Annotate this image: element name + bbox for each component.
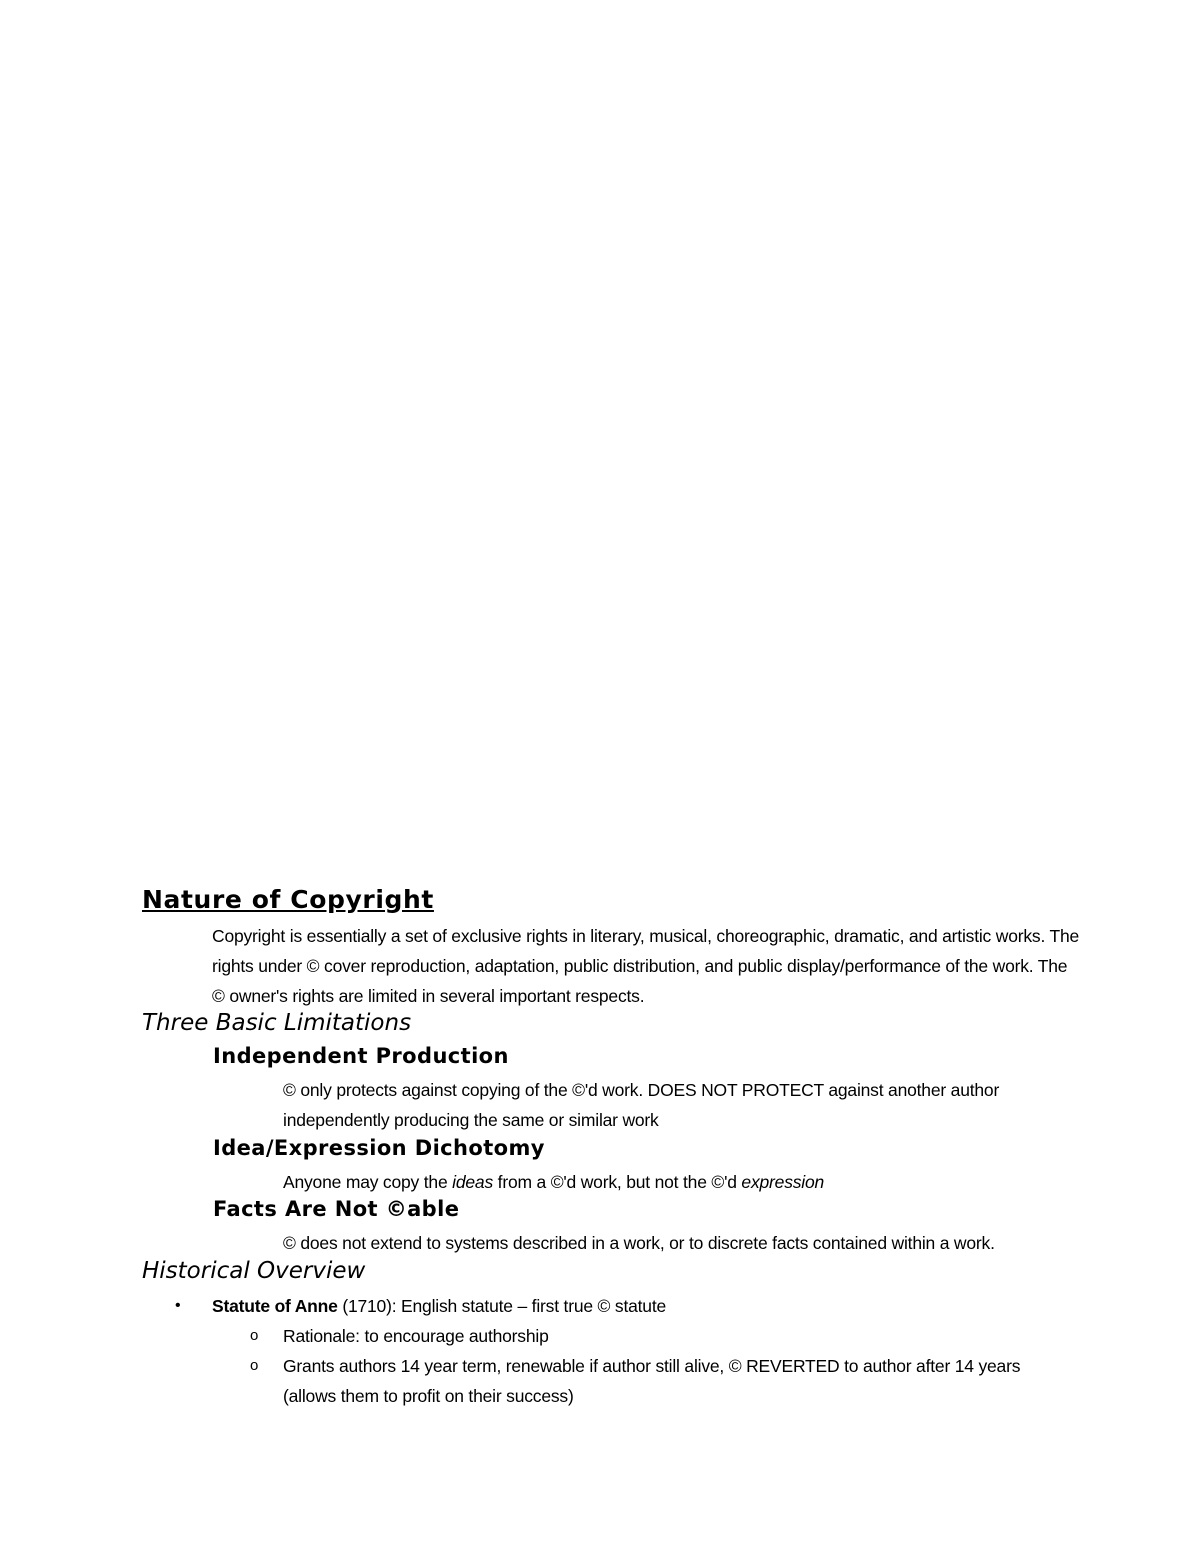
list-item-text [212,1291,666,1321]
statute-description: (1710): English statute – first true © statute [337,1296,667,1316]
subheading-independent-production: Independent Production [213,1044,509,1068]
facts-text: © does not extend to systems described in a work, or to discrete facts contained within a work. [283,1233,995,1253]
independent-production-text: © only protects against copying of the ©'d work. DOES NOT PROTECT against another author independently producing the same or similar work [283,1080,1000,1130]
intro-paragraph: Copyright is essentially a set of exclusive rights in literary, musical, choreographic, dramatic, and artistic works. The rights under © cover reproduction, adaptation, public distribution, and public display/performance of the work. The © owner's rights are limited in several important respects. [212,926,1080,1006]
sub-list-item-text: Rationale: to encourage authorship [283,1326,549,1346]
statute-name: Statute of Anne [212,1296,338,1316]
sub-list-item-text: Grants authors 14 year term, renewable if author still alive, © REVERTED to author after 14 years (allows them to profit on their success) [283,1356,1021,1406]
subheading-idea-expression: Idea/Expression Dichotomy [213,1136,545,1160]
sub-bullet-icon: o [250,1357,259,1374]
idea-text-em-ideas: ideas [452,1172,493,1192]
sub-list-item [250,1321,1073,1351]
bullet-icon: • [175,1297,181,1314]
idea-text-mid: from a ©'d work, but not the ©'d [493,1172,742,1192]
idea-text-pre: Anyone may copy the [283,1172,453,1192]
sub-bullet-icon: o [250,1327,259,1344]
section-heading-limitations: Three Basic Limitations [142,1010,412,1036]
list-item-statute-of-anne [175,1291,666,1321]
sub-list-item [250,1351,1073,1411]
idea-text-em-expression: expression [741,1172,825,1192]
idea-expression-text [283,1167,1063,1197]
page-title: Nature of Copyright [142,885,434,914]
subheading-facts: Facts Are Not ©able [213,1197,460,1221]
section-heading-history: Historical Overview [142,1258,366,1284]
